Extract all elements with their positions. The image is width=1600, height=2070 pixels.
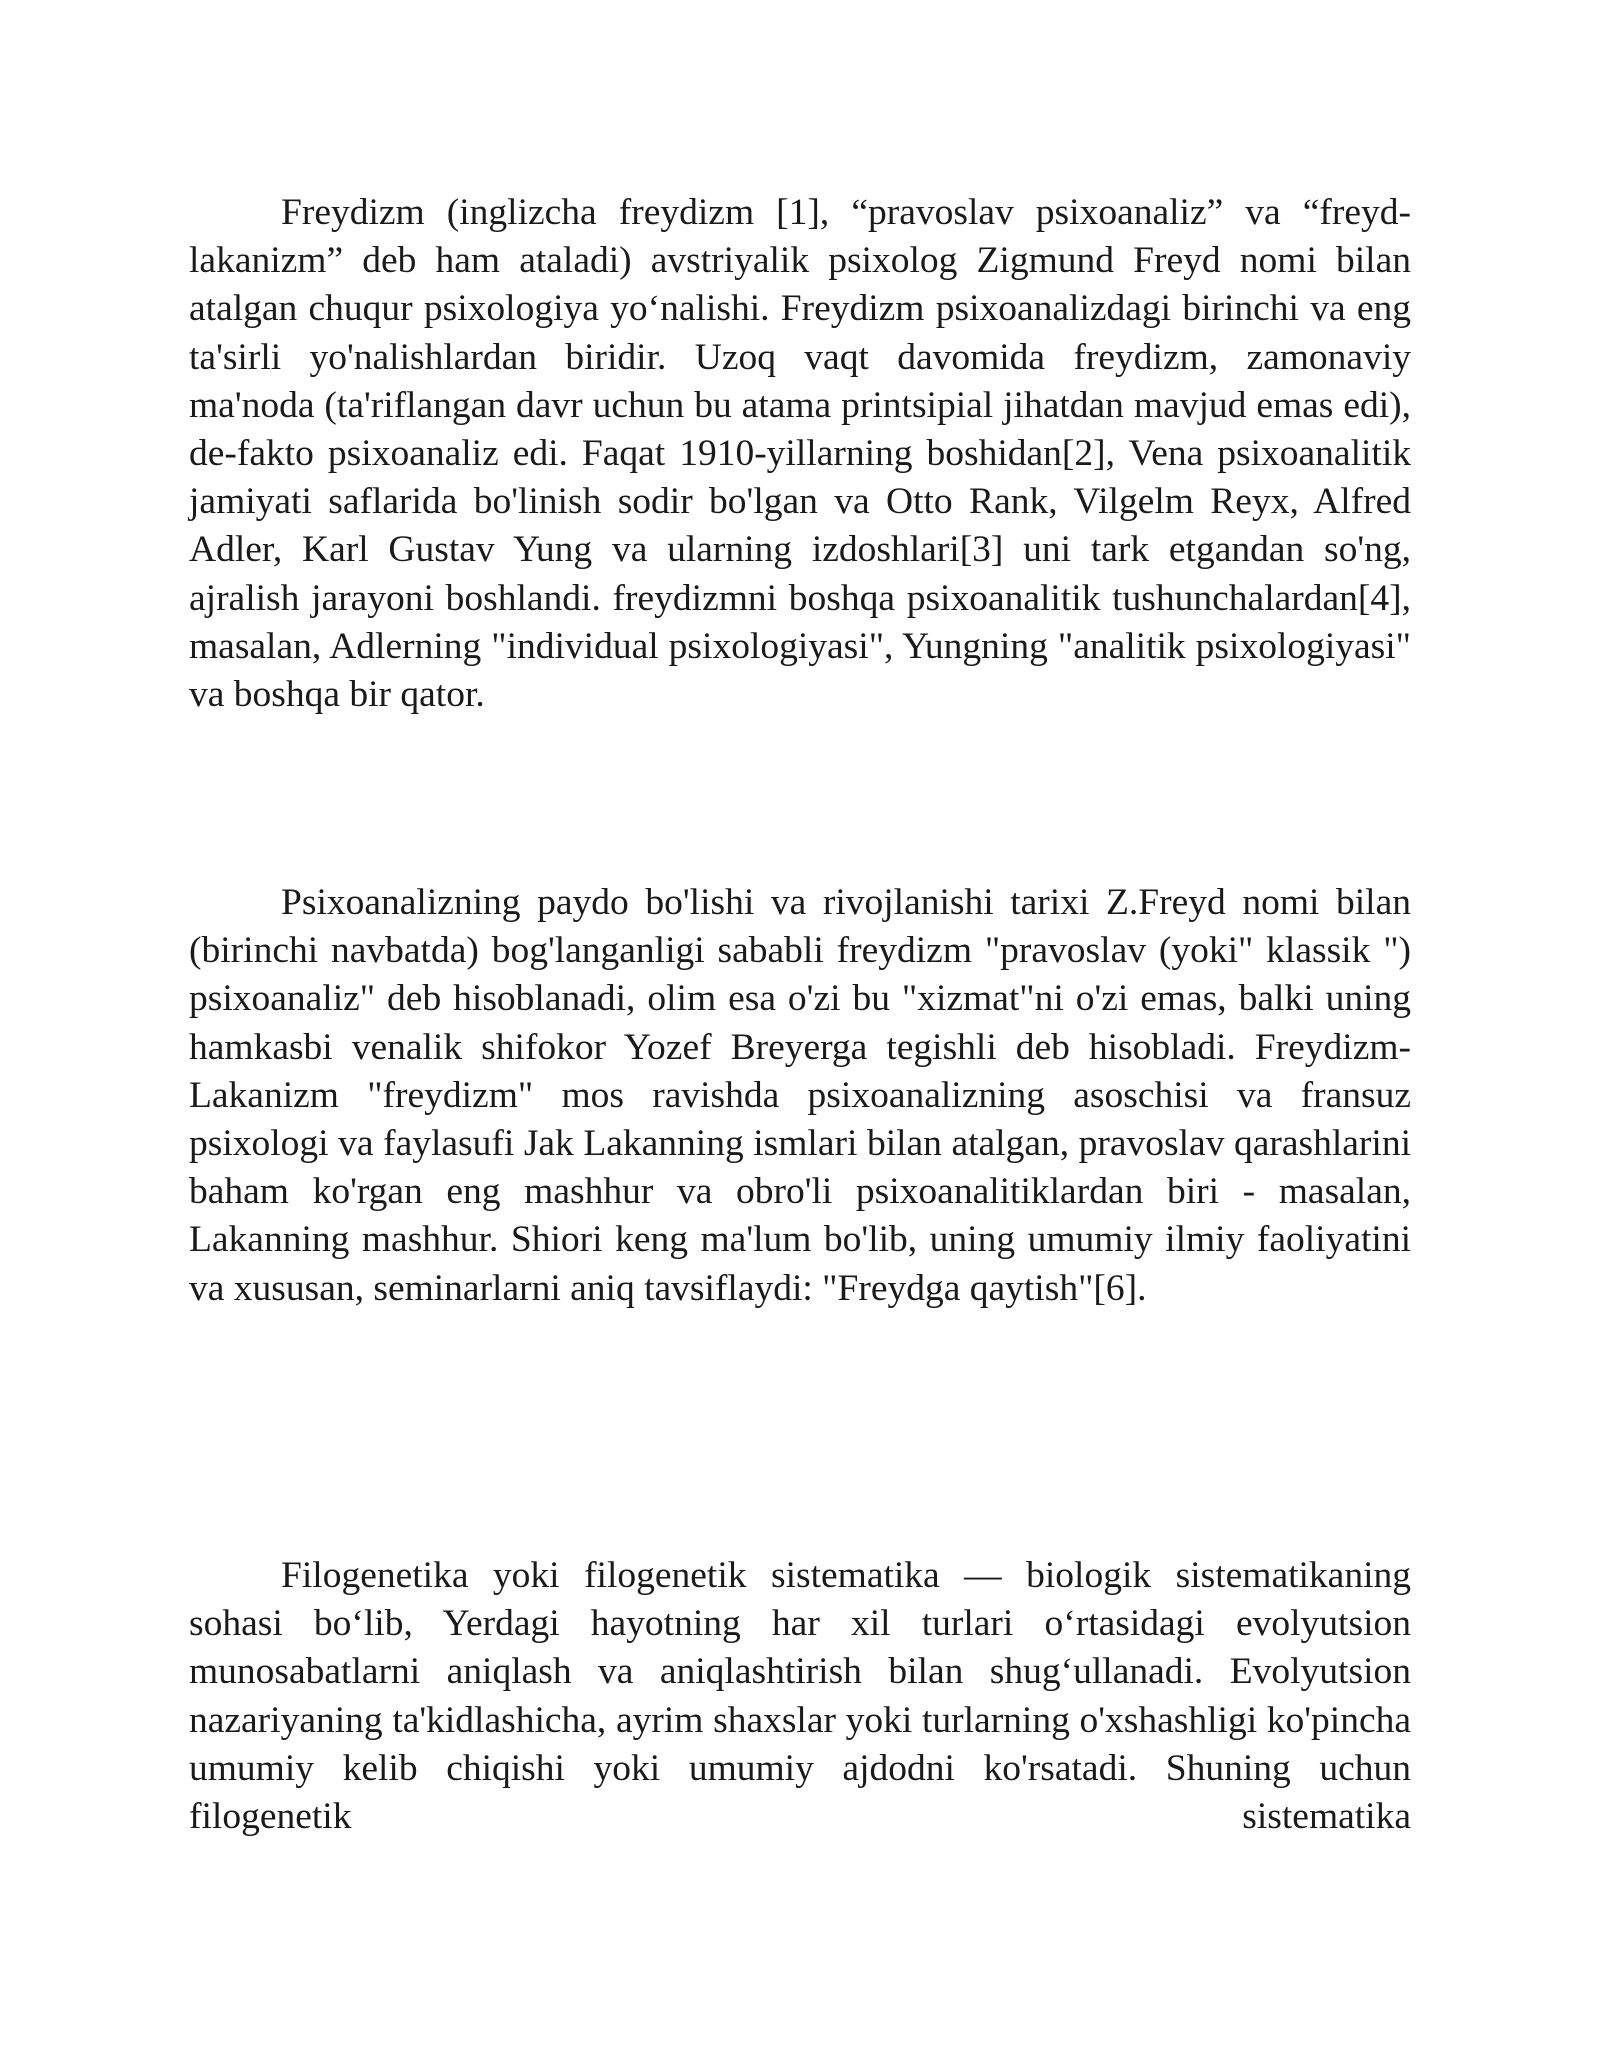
paragraph-psychoanalysis-history: Psixoanalizning paydo bo'lishi va rivojlanishi tarixi Z.Freyd nomi bilan (birinchi navbatda) bog'langanligi sababli freydizm "pravoslav (yoki" klassik ") psixoanaliz" deb hisoblanadi, olim esa o'zi bu "xizmat"ni o'zi emas, balki uning hamkasbi venalik shifokor Yozef Breyerga tegishli deb hisobladi. Freydizm-Lakanizm "freydizm" mos ravishda psixoanalizning asoschisi va fransuz psixologi va faylasufi Jak Lakanning ismlari bilan atalgan, pravoslav qarashlarini baham ko'rgan eng mashhur va obro'li psixoanalitiklardan biri - masalan, Lakanning mashhur. Shiori keng ma'lum bo'lib, uning umumiy ilmiy faoliyatini va xususan, seminarlarni aniq tavsiflaydi: "Freydga qaytish"[6]. [189,882,1411,1309]
paragraph-phylogenetics: Filogenetika yoki filogenetik sistematika — biologik sistematikaning sohasi bo‘lib, Yerdagi hayotning har xil turlari o‘rtasidagi evolyutsion munosabatlarni aniqlash va aniqlashtirish bilan shug‘ullanadi. Evolyutsion nazariyaning ta'kidlashicha, ayrim shaxslar yoki turlarning o'xshashligi ko'pincha umumiy kelib chiqishi yoki umumiy ajdodni ko'rsatadi. Shuning uchun filogenetik sistematika [189,1555,1411,1838]
paragraph-freudianism: Freydizm (inglizcha freydizm [1], “pravoslav psixoanaliz” va “freyd-lakanizm” deb ham ataladi) avstriyalik psixolog Zigmund Freyd nomi bilan atalgan chuqur psixologiya yo‘nalishi. Freydizm psixoanalizdagi birinchi va eng ta'sirli yo'nalishlardan biridir. Uzoq vaqt davomida freydizm, zamonaviy ma'noda (ta'riflangan davr uchun bu atama printsipial jihatdan mavjud emas edi), de-fakto psixoanaliz edi. Faqat 1910-yillarning boshidan[2], Vena psixoanalitik jamiyati saflarida bo'linish sodir bo'lgan va Otto Rank, Vilgelm Reyx, Alfred Adler, Karl Gustav Yung va ularning izdoshlari[3] uni tark etgandan so'ng, ajralish jarayoni boshlandi. freydizmni boshqa psixoanalitik tushunchalardan[4], masalan, Adlerning "individual psixologiyasi", Yungning "analitik psixologiyasi" va boshqa bir qator. [189,192,1411,716]
